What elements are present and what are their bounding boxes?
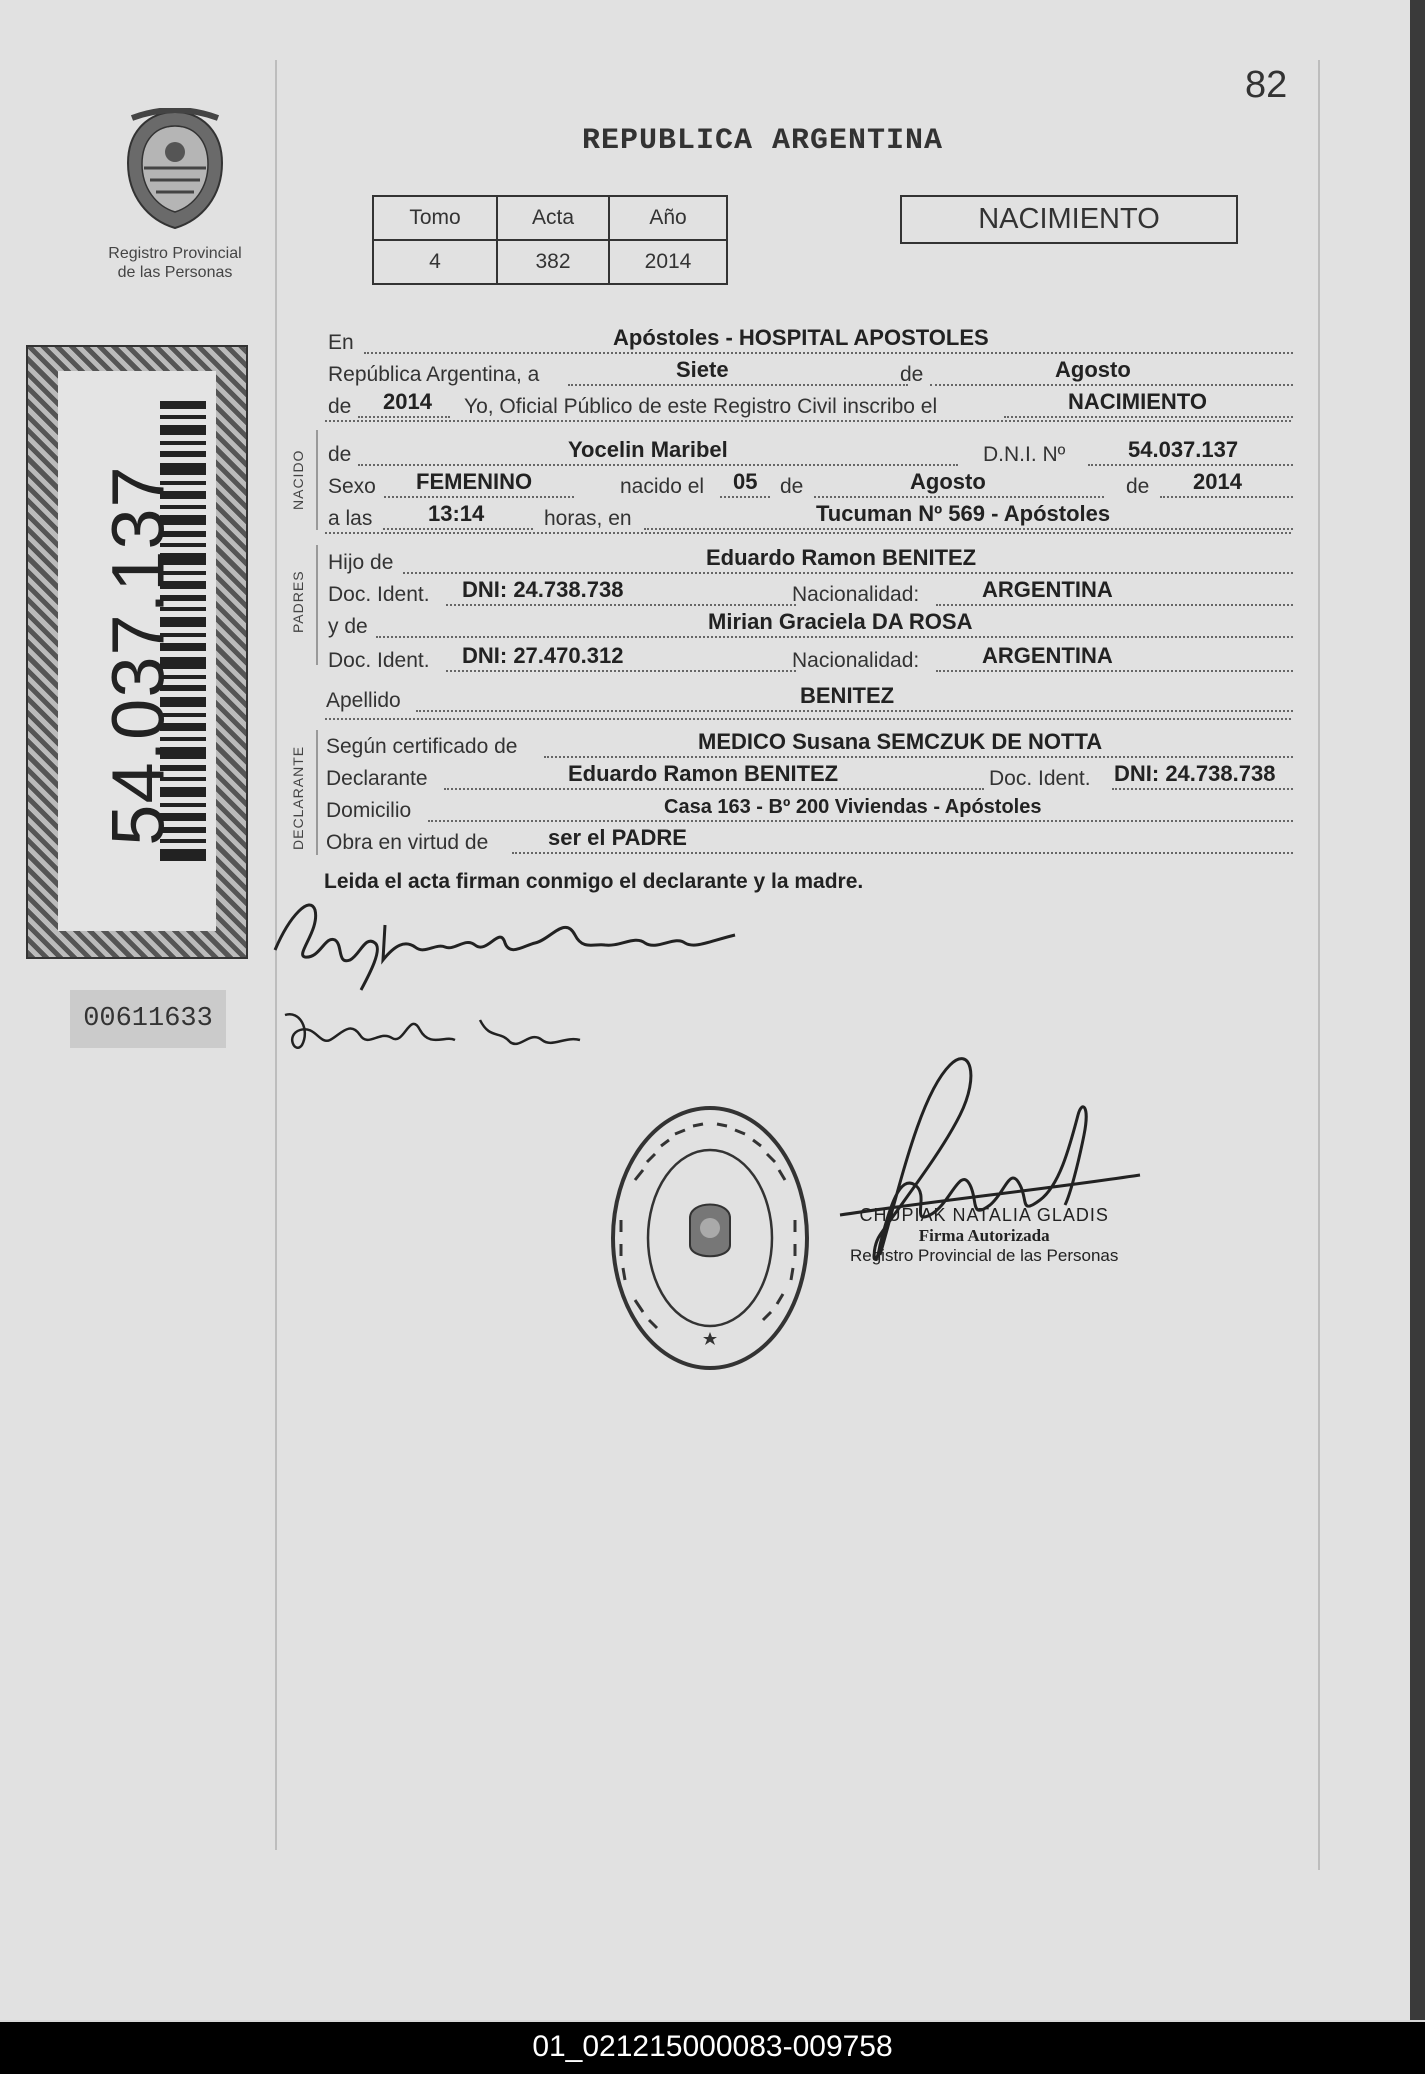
- province-seal-icon: [120, 108, 230, 233]
- form-line-mother: [328, 608, 1293, 642]
- page-edge-shadow: [1410, 0, 1425, 2020]
- header-tomo: Tomo: [373, 196, 497, 240]
- right-margin-rule: [1318, 60, 1320, 1870]
- form-line-place: [328, 324, 1293, 358]
- label-officer-text: Yo, Oficial Público de este Registro Civil inscribo el: [464, 395, 938, 418]
- form-line-declarant: [326, 760, 1293, 794]
- dotted-line: [403, 572, 1293, 574]
- dotted-line: [383, 528, 533, 530]
- label-dni: D.N.I. Nº: [983, 443, 1066, 466]
- form-line-capacity: [326, 824, 1293, 858]
- act-type-box: NACIMIENTO: [900, 195, 1238, 244]
- form-line-certificate: [326, 728, 1293, 762]
- value-sex: FEMENINO: [416, 469, 533, 494]
- dotted-line: [814, 496, 1104, 498]
- value-mother-nationality: ARGENTINA: [982, 643, 1113, 668]
- label-horas-en: horas, en: [544, 507, 632, 530]
- logo-caption-line1: Registro Provincial: [108, 245, 242, 262]
- value-birth-place: Tucuman Nº 569 - Apóstoles: [816, 501, 1111, 526]
- section-bracket-padres: [316, 545, 318, 665]
- value-birth-time: 13:14: [428, 501, 485, 526]
- label-de: de: [900, 363, 924, 386]
- label-declarant-doc: Doc. Ident.: [989, 767, 1091, 790]
- dotted-line: [446, 604, 796, 606]
- barcode-inner: [58, 371, 216, 931]
- dotted-line: [416, 710, 1293, 712]
- value-place: Apóstoles - HOSPITAL APOSTOLES: [613, 325, 989, 350]
- serial-stamp: 00611633: [70, 990, 226, 1048]
- label-nacido-el: nacido el: [620, 475, 705, 498]
- dotted-line: [644, 528, 1293, 530]
- value-birth-year: 2014: [1193, 469, 1242, 494]
- value-day-written: Siete: [676, 357, 729, 382]
- dotted-line: [446, 670, 796, 672]
- value-birth-day: 05: [733, 469, 758, 494]
- label-en: En: [328, 331, 354, 354]
- value-capacity: ser el PADRE: [548, 825, 687, 850]
- label-obra: Obra en virtud de: [326, 831, 489, 854]
- value-dni: 54.037.137: [1128, 437, 1239, 462]
- value-mother-name: Mirian Graciela DA ROSA: [708, 609, 973, 634]
- form-line-inscription: [328, 388, 1293, 422]
- value-declarant: Eduardo Ramon BENITEZ: [568, 761, 839, 786]
- value-month-written: Agosto: [1055, 357, 1131, 382]
- label-republica: República Argentina, a: [328, 363, 540, 386]
- section-label-nacido: NACIDO: [290, 449, 306, 510]
- separator-line: [325, 718, 1291, 720]
- official-name: CHUPIAK NATALIA GLADIS: [859, 1205, 1109, 1225]
- label-a-las: a las: [328, 507, 373, 530]
- barcode-label: [26, 345, 248, 959]
- label-birth-de2: de: [1126, 475, 1150, 498]
- value-given-names: Yocelin Maribel: [568, 437, 728, 462]
- label-y-de: y de: [328, 615, 368, 638]
- dotted-line: [1088, 464, 1293, 466]
- dotted-line: [444, 788, 984, 790]
- label-father-nationality: Nacionalidad:: [792, 583, 920, 606]
- form-line-surname: [326, 682, 1293, 716]
- record-table-header-row: [373, 196, 727, 240]
- value-address: Casa 163 - Bº 200 Viviendas - Apóstoles: [664, 796, 1042, 818]
- section-label-declarante: DECLARANTE: [290, 745, 306, 850]
- record-table: [372, 195, 728, 285]
- dotted-line: [376, 636, 1293, 638]
- dotted-line: [428, 820, 1293, 822]
- value-year: 2014: [383, 389, 432, 414]
- logo-caption-line2: de las Personas: [117, 264, 233, 281]
- dotted-line: [544, 756, 1293, 758]
- value-father-nationality: ARGENTINA: [982, 577, 1113, 602]
- label-nacido-de: de: [328, 443, 352, 466]
- dotted-line: [358, 416, 450, 418]
- record-table-value-row: [373, 240, 727, 284]
- value-father-name: Eduardo Ramon BENITEZ: [706, 545, 977, 570]
- dotted-line: [384, 496, 574, 498]
- registry-logo: [95, 108, 255, 282]
- value-birth-month: Agosto: [910, 469, 986, 494]
- dotted-line: [568, 384, 908, 386]
- official-signature-block: [850, 1205, 1118, 1266]
- form-line-father: [328, 544, 1293, 578]
- label-sexo: Sexo: [328, 475, 376, 498]
- dotted-line: [1004, 416, 1293, 418]
- footer-id: 01_021215000083-009758: [532, 2030, 893, 2063]
- page-number: 82: [1245, 64, 1288, 106]
- form-line-mother-doc: [328, 642, 1293, 676]
- label-father-doc: Doc. Ident.: [328, 583, 430, 606]
- form-line-child: [328, 436, 1293, 470]
- label-domicilio: Domicilio: [326, 799, 412, 822]
- registry-stamp-icon: [605, 1100, 815, 1375]
- reading-note: Leida el acta firman conmigo el declarante y la madre.: [324, 870, 864, 893]
- label-mother-nationality: Nacionalidad:: [792, 649, 920, 672]
- section-label-padres: PADRES: [290, 570, 306, 633]
- barcode-number: 54.037.137: [96, 465, 180, 846]
- label-segun: Según certificado de: [326, 735, 518, 758]
- dotted-line: [720, 496, 770, 498]
- label-birth-de: de: [780, 475, 804, 498]
- dotted-line: [936, 604, 1293, 606]
- value-surname: BENITEZ: [800, 683, 895, 708]
- dotted-line: [512, 852, 1293, 854]
- form-line-birth-time: [328, 500, 1293, 534]
- declarant-signature-icon: [265, 885, 755, 995]
- mother-signature-icon: [280, 1000, 590, 1060]
- value-anio: 2014: [609, 240, 727, 284]
- section-bracket-declarante: [316, 730, 318, 855]
- form-line-father-doc: [328, 576, 1293, 610]
- footer-bar: [0, 2022, 1425, 2074]
- label-hijo-de: Hijo de: [328, 551, 394, 574]
- value-declarant-doc: DNI: 24.738.738: [1114, 761, 1276, 786]
- dotted-line: [936, 670, 1293, 672]
- value-tomo: 4: [373, 240, 497, 284]
- label-apellido: Apellido: [326, 689, 401, 712]
- value-mother-doc: DNI: 27.470.312: [462, 643, 624, 668]
- official-role: Firma Autorizada: [918, 1226, 1050, 1245]
- country-title: REPUBLICA ARGENTINA: [582, 124, 944, 158]
- value-certificate: MEDICO Susana SEMCZUK DE NOTTA: [698, 729, 1103, 754]
- label-declarante: Declarante: [326, 767, 428, 790]
- dotted-line: [364, 352, 1293, 354]
- form-line-date: [328, 356, 1293, 390]
- header-anio: Año: [609, 196, 727, 240]
- form-line-birth: [328, 468, 1293, 502]
- form-line-address: [326, 792, 1293, 826]
- label-mother-doc: Doc. Ident.: [328, 649, 430, 672]
- dotted-line: [1160, 496, 1293, 498]
- dotted-line: [1112, 788, 1293, 790]
- value-inscription-type: NACIMIENTO: [1068, 389, 1207, 414]
- value-father-doc: DNI: 24.738.738: [462, 577, 624, 602]
- dotted-line: [930, 384, 1293, 386]
- value-acta: 382: [497, 240, 609, 284]
- dotted-line: [358, 464, 958, 466]
- section-bracket-nacido: [316, 430, 318, 530]
- header-acta: Acta: [497, 196, 609, 240]
- official-org: Registro Provincial de las Personas: [850, 1246, 1119, 1265]
- label-year-prefix: de: [328, 395, 352, 418]
